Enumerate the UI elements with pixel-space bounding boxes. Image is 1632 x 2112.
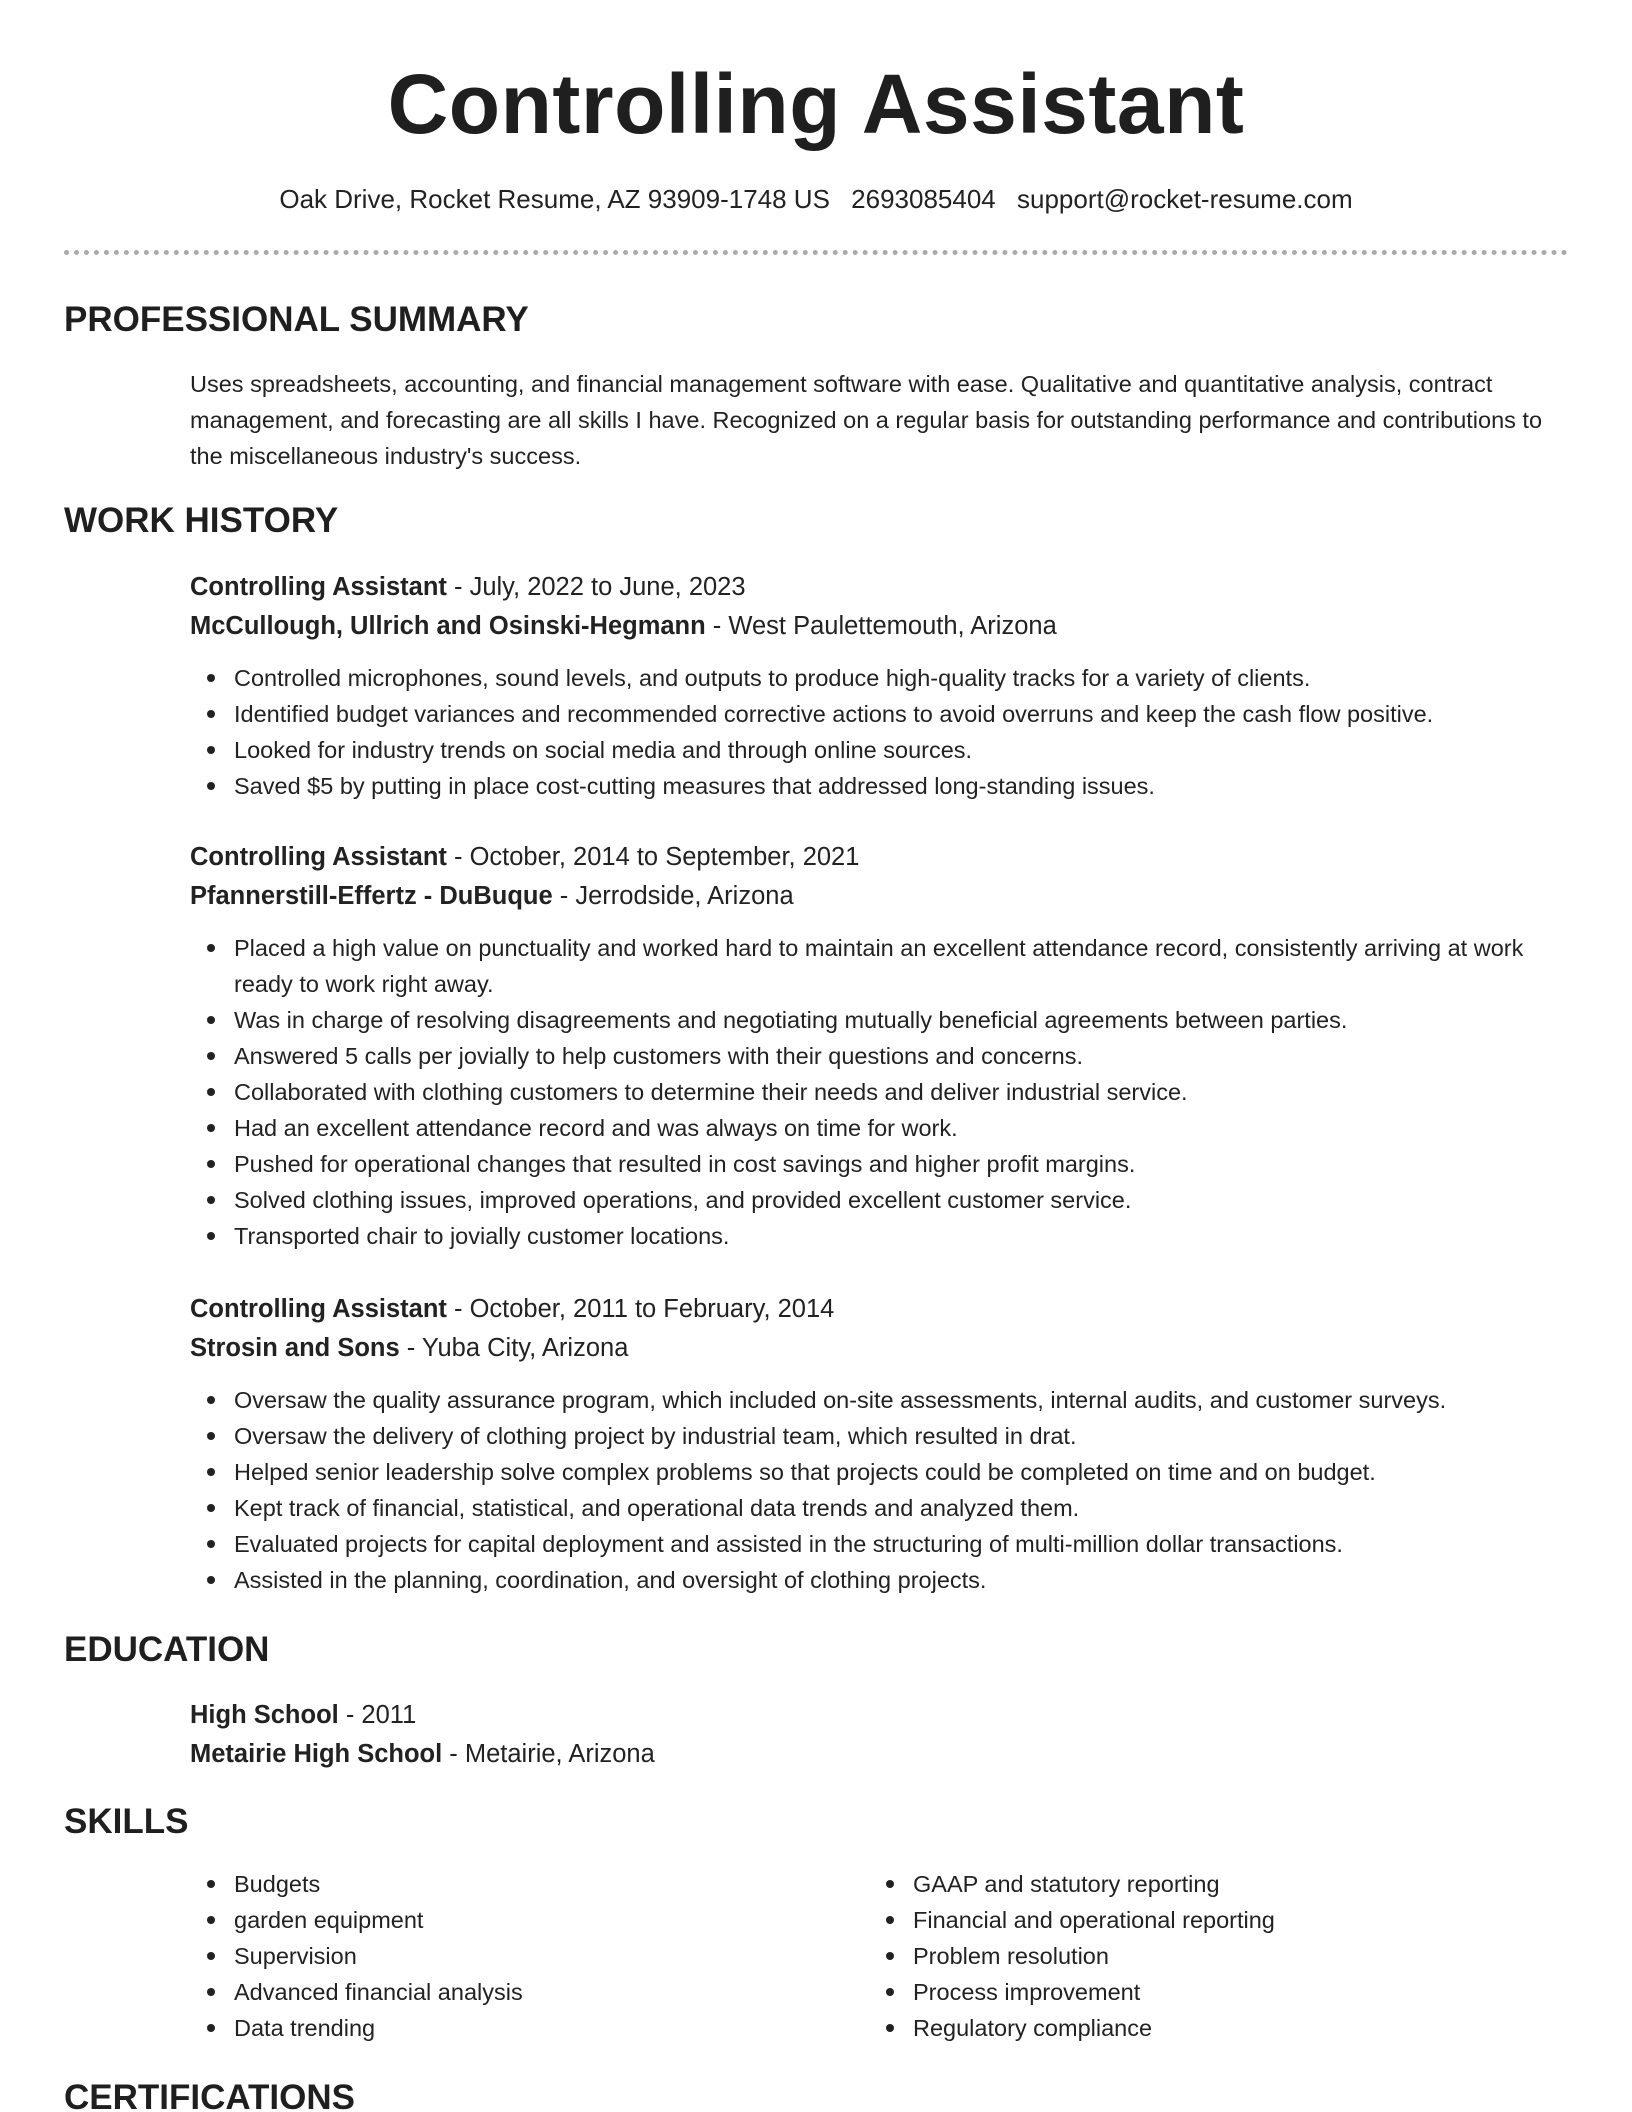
list-item: Kept track of financial, statistical, and operational data trends and analyzed them.	[190, 1490, 1580, 1526]
job-company-line	[190, 1329, 1580, 1367]
skill-item: garden equipment	[190, 1902, 790, 1938]
skill-item: Financial and operational reporting	[869, 1902, 1469, 1938]
job-title: Controlling Assistant	[190, 573, 447, 601]
contact-address: Oak Drive, Rocket Resume, AZ 93909-1748 US	[279, 184, 830, 214]
job-bullets	[190, 930, 1580, 1254]
section-title-education: EDUCATION	[64, 1630, 270, 1669]
job-company: Pfannerstill-Effertz - DuBuque	[190, 882, 553, 910]
section-title-skills: SKILLS	[64, 1802, 189, 1841]
education-degree-line	[190, 1696, 655, 1734]
job-title: Controlling Assistant	[190, 843, 447, 871]
job-location: - Yuba City, Arizona	[399, 1334, 629, 1362]
contact-phone: 2693085404	[851, 184, 996, 214]
skill-item: Supervision	[190, 1938, 790, 1974]
summary-text: Uses spreadsheets, accounting, and financial management software with ease. Qualitative and quantitative analysis, contract management, and forecasting are all skills I have. Recognized on a regular basis for outstanding performance and contributions to the miscellaneous industry's success.	[190, 371, 1543, 469]
job-company-line	[190, 877, 1580, 915]
skill-item: GAAP and statutory reporting	[869, 1866, 1469, 1902]
list-item: Had an excellent attendance record and was always on time for work.	[190, 1110, 1580, 1146]
section-title-summary: PROFESSIONAL SUMMARY	[64, 300, 529, 339]
skills-column-left	[190, 1866, 790, 2046]
skills-list-right	[869, 1866, 1469, 2046]
job-dates: - July, 2022 to June, 2023	[446, 573, 746, 601]
skill-item: Data trending	[190, 2010, 790, 2046]
list-item: Was in charge of resolving disagreements and negotiating mutually beneficial agreements between parties.	[190, 1002, 1580, 1038]
list-item: Placed a high value on punctuality and worked hard to maintain an excellent attendance record, consistently arriving at work ready to work right away.	[190, 930, 1580, 1002]
skill-item: Budgets	[190, 1866, 790, 1902]
job-company: Strosin and Sons	[190, 1334, 400, 1362]
job-entry-3	[190, 1290, 1580, 1598]
list-item: Oversaw the delivery of clothing project by industrial team, which resulted in drat.	[190, 1418, 1580, 1454]
skill-item: Advanced financial analysis	[190, 1974, 790, 2010]
job-location: - Jerrodside, Arizona	[552, 882, 794, 910]
list-item: Assisted in the planning, coordination, and oversight of clothing projects.	[190, 1562, 1580, 1598]
list-item: Identified budget variances and recommended corrective actions to avoid overruns and keep the cash flow positive.	[190, 696, 1580, 732]
list-item: Controlled microphones, sound levels, and outputs to produce high-quality tracks for a variety of clients.	[190, 660, 1580, 696]
job-dates: - October, 2014 to September, 2021	[446, 843, 860, 871]
job-location: - West Paulettemouth, Arizona	[705, 612, 1057, 640]
job-title-line	[190, 568, 1580, 606]
job-bullets	[190, 660, 1580, 804]
list-item: Collaborated with clothing customers to determine their needs and deliver industrial service.	[190, 1074, 1580, 1110]
list-item: Saved $5 by putting in place cost-cutting measures that addressed long-standing issues.	[190, 768, 1580, 804]
education-year: - 2011	[338, 1701, 417, 1729]
education-school-line	[190, 1735, 655, 1773]
contact-email: support@rocket-resume.com	[1017, 184, 1353, 214]
job-title-line	[190, 838, 1580, 876]
job-bullets	[190, 1382, 1580, 1598]
skills-list-left	[190, 1866, 790, 2046]
skill-item: Problem resolution	[869, 1938, 1469, 1974]
education-school: Metairie High School	[190, 1740, 443, 1768]
job-entry-1	[190, 568, 1580, 804]
list-item: Pushed for operational changes that resulted in cost savings and higher profit margins.	[190, 1146, 1580, 1182]
job-title-line	[190, 1290, 1580, 1328]
list-item: Answered 5 calls per jovially to help customers with their questions and concerns.	[190, 1038, 1580, 1074]
education-entry	[190, 1696, 655, 1773]
section-title-certifications: CERTIFICATIONS	[64, 2078, 356, 2112]
education-degree: High School	[190, 1701, 339, 1729]
list-item: Evaluated projects for capital deployment and assisted in the structuring of multi-million dollar transactions.	[190, 1526, 1580, 1562]
candidate-name: Controlling Assistant	[387, 57, 1245, 151]
list-item: Transported chair to jovially customer locations.	[190, 1218, 1580, 1254]
job-title: Controlling Assistant	[190, 1295, 447, 1323]
job-company-line	[190, 607, 1580, 645]
job-company: McCullough, Ullrich and Osinski-Hegmann	[190, 612, 706, 640]
list-item: Looked for industry trends on social media and through online sources.	[190, 732, 1580, 768]
skill-item: Regulatory compliance	[869, 2010, 1469, 2046]
contact-line	[0, 181, 1632, 217]
list-item: Helped senior leadership solve complex problems so that projects could be completed on time and on budget.	[190, 1454, 1580, 1490]
job-dates: - October, 2011 to February, 2014	[446, 1295, 835, 1323]
job-entry-2	[190, 838, 1580, 1254]
section-title-work-history: WORK HISTORY	[64, 501, 339, 540]
header-divider	[64, 250, 1568, 255]
list-item: Oversaw the quality assurance program, which included on-site assessments, internal audits, and customer surveys.	[190, 1382, 1580, 1418]
skill-item: Process improvement	[869, 1974, 1469, 2010]
skills-column-right	[869, 1866, 1469, 2046]
education-location: - Metairie, Arizona	[442, 1740, 655, 1768]
list-item: Solved clothing issues, improved operations, and provided excellent customer service.	[190, 1182, 1580, 1218]
